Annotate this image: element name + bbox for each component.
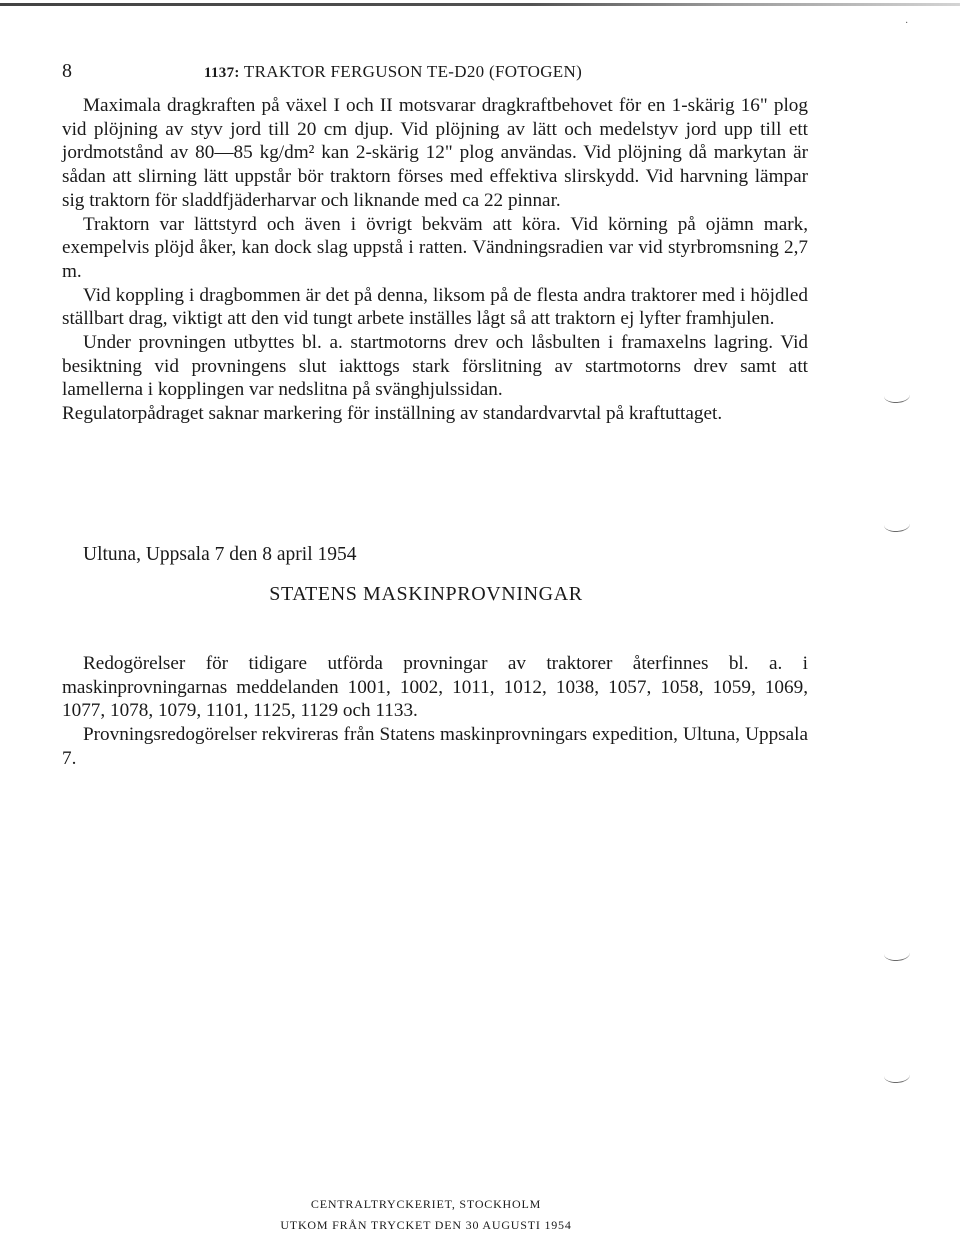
reference-paragraph: Redogörelser för tidigare utförda provningar av traktorer återfinnes bl. a. i maskinprovningarnas meddelanden 1001, 1002, 1011, 1012, 1038, 1057, 1058, 1059, 1069, 1077, 1078, 1079, 1101, 1125, 1129 och 1133.	[62, 653, 808, 722]
body-paragraph: Regulatorpådraget saknar markering för inställning av standardvarvtal på kraftuttaget.	[62, 403, 723, 425]
place-date-signoff: Ultuna, Uppsala 7 den 8 april 1954	[83, 544, 357, 565]
body-paragraph: Traktorn var lättstyrd och även i övrigt bekväm att köra. Vid körning på ojämn mark, exempelvis plöjd åker, kan dock slag uppstå i ratten. Vändningsradien var vid styrbromsning 2,7 m.	[62, 213, 808, 282]
body-paragraph: Maximala dragkraften på växel I och II motsvarar dragkraftbehovet för en 1-skärig 16" plog vid plöjning av styv jord till 20 cm djup. Vid plöjning av lätt och medelstyv jord upp till ett jordmotstånd av 80—85 kg/dm² kan 2-skärig 12" plog användas. Vid plöjning då markytan är sådan att slirning lätt uppstår bör traktorn förses med effektiva slirskydd. Vid harvning lämpar sig traktorn för sladdfjäderharvar och liknande med ca 22 pinnar.	[62, 95, 808, 211]
running-header	[204, 62, 582, 82]
report-number: 1137:	[204, 65, 240, 81]
margin-tick-mark	[884, 945, 911, 962]
margin-tick-mark	[884, 1067, 911, 1084]
publication-date-imprint: UTKOM FRÅN TRYCKET DEN 30 AUGUSTI 1954	[280, 1218, 572, 1232]
scan-speck-mark: ·	[905, 18, 909, 29]
references-section	[62, 652, 808, 771]
margin-tick-mark	[884, 387, 911, 404]
agency-name: STATENS MASKINPROVNINGAR	[269, 583, 583, 605]
margin-tick-mark	[884, 516, 911, 533]
page-number: 8	[62, 60, 72, 82]
report-body	[62, 94, 808, 426]
body-paragraph: Under provningen utbyttes bl. a. startmotorns drev och låsbulten i framaxelns lagring. Vid besiktning vid provningens slut iakttogs stark förslitning av startmotorns drev samt att lamellerna i kopplingen var nedslitna på svänghjulssidan.	[62, 332, 808, 401]
reference-paragraph: Provningsredogörelser rekvireras från Statens maskinprovningars expedition, Ultuna, Uppsala 7.	[62, 724, 808, 769]
body-paragraph: Vid koppling i dragbommen är det på denna, liksom på de flesta andra traktorer med i höjdled ställbart drag, viktigt att den vid tungt arbete inställes lågt så att traktorn ej lyfter framhjulen.	[62, 284, 808, 330]
scan-edge-line	[0, 3, 960, 6]
printer-imprint: CENTRALTRYCKERIET, STOCKHOLM	[310, 1197, 542, 1211]
report-title: TRAKTOR FERGUSON TE-D20 (FOTOGEN)	[243, 62, 583, 81]
